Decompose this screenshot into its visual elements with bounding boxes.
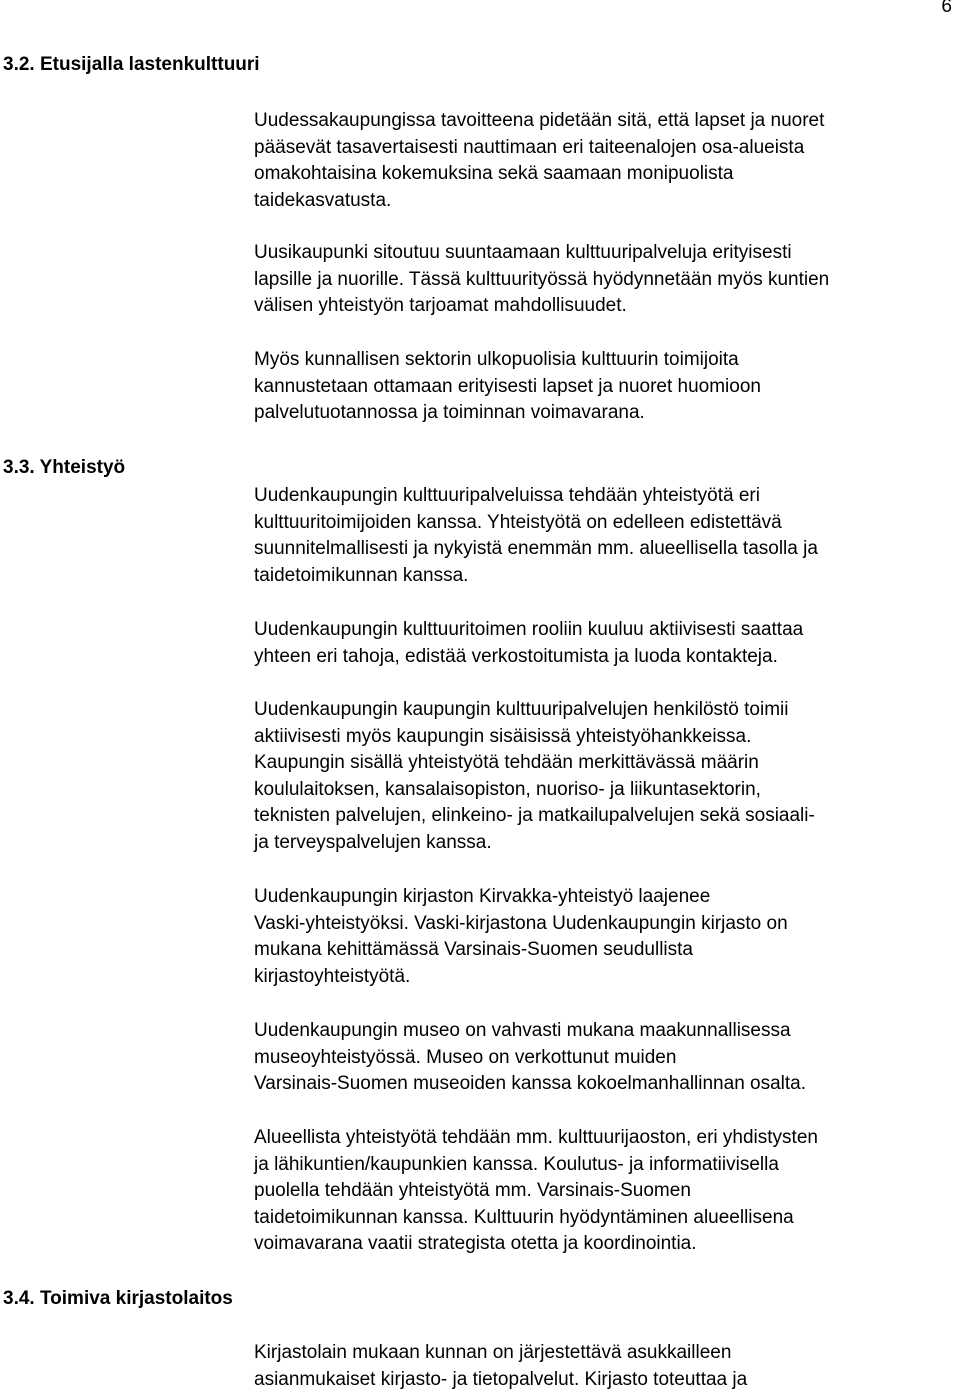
text-line: aktiivisesti myös kaupungin sisäisissä yhteistyöhankkeissa. — [254, 725, 752, 747]
paragraph — [254, 108, 960, 214]
text-line: lapsille ja nuorille. Tässä kulttuurityössä hyödynnetään myös kuntien — [254, 268, 830, 290]
paragraph — [254, 1125, 960, 1258]
text-line: voimavarana vaatii strategista otetta ja koordinointia. — [254, 1233, 697, 1255]
paragraph — [254, 240, 960, 320]
text-line: kannustetaan ottamaan erityisesti lapset ja nuoret huomioon — [254, 375, 761, 397]
text-line: välisen yhteistyön tarjoamat mahdollisuudet. — [254, 295, 627, 317]
text-line: Vaski-yhteistyöksi. Vaski-kirjastona Uudenkaupungin kirjasto on — [254, 912, 788, 934]
text-line: teknisten palvelujen, elinkeino- ja matkailupalvelujen sekä sosiaali- — [254, 805, 815, 827]
text-line: kulttuuritoimijoiden kanssa. Yhteistyötä on edelleen edistettävä — [254, 511, 782, 533]
text-line: Uudenkaupungin kulttuuritoimen rooliin kuuluu aktiivisesti saattaa — [254, 619, 804, 640]
text-line: taidetoimikunnan kanssa. — [254, 564, 469, 586]
text-line: taidekasvatusta. — [254, 189, 392, 211]
heading-3-4: 3.4. Toimiva kirjastolaitos — [3, 1288, 233, 1309]
text-line: omakohtaisina kokemuksina sekä saamaan monipuolista — [254, 163, 734, 185]
paragraph — [254, 483, 960, 589]
text-line: Alueellista yhteistyötä tehdään mm. kulttuurijaoston, eri yhdistysten — [254, 1127, 818, 1148]
text-line: Uudenkaupungin kaupungin kulttuuripalvelujen henkilöstö toimii — [254, 699, 789, 720]
text-line: kirjastoyhteistyötä. — [254, 965, 411, 987]
text-line: pääsevät tasavertaisesti nauttimaan eri taiteenalojen osa-alueista — [254, 136, 805, 158]
text-line: Myös kunnallisen sektorin ulkopuolisia kulttuurin toimijoita — [254, 349, 739, 370]
text-line: ja terveyspalvelujen kanssa. — [254, 831, 492, 853]
text-line: museoyhteistyössä. Museo on verkottunut muiden — [254, 1046, 677, 1068]
text-line: Uudenkaupungin kulttuuripalveluissa tehdään yhteistyötä eri — [254, 485, 760, 506]
heading-3-3: 3.3. Yhteistyö — [3, 457, 126, 478]
text-line: suunnitelmallisesti ja nykyistä enemmän mm. alueellisella tasolla ja — [254, 538, 818, 560]
text-line: Uudenkaupungin museo on vahvasti mukana maakunnallisessa — [254, 1020, 791, 1041]
text-line: taidetoimikunnan kanssa. Kulttuurin hyödyntäminen alueellisena — [254, 1206, 794, 1228]
page-number: 6 — [941, 0, 952, 17]
paragraph — [254, 1018, 960, 1098]
text-line: mukana kehittämässä Varsinais-Suomen seudullista — [254, 939, 693, 961]
text-line: palvelutuotannossa ja toiminnan voimavarana. — [254, 402, 645, 424]
text-line: Varsinais-Suomen museoiden kanssa kokoelmanhallinnan osalta. — [254, 1073, 807, 1095]
text-line: Kaupungin sisällä yhteistyötä tehdään merkittävässä määrin — [254, 752, 759, 774]
text-line: Uudessakaupungissa tavoitteena pidetään sitä, että lapset ja nuoret — [254, 110, 825, 131]
paragraph — [254, 1340, 960, 1393]
text-line: yhteen eri tahoja, edistää verkostoitumista ja luoda kontakteja. — [254, 645, 778, 667]
text-line: koululaitoksen, kansalaisopiston, nuoriso- ja liikuntasektorin, — [254, 778, 761, 800]
text-line: asianmukaiset kirjasto- ja tietopalvelut. Kirjasto toteuttaa ja — [254, 1368, 748, 1390]
paragraph — [254, 884, 960, 990]
text-line: Uudenkaupungin kirjaston Kirvakka-yhteistyö laajenee — [254, 886, 711, 907]
text-line: Kirjastolain mukaan kunnan on järjestettävä asukkailleen — [254, 1342, 732, 1363]
heading-3-2: 3.2. Etusijalla lastenkulttuuri — [3, 54, 260, 75]
text-line: puolella tehdään yhteistyötä mm. Varsinais-Suomen — [254, 1180, 691, 1202]
text-line: Uusikaupunki sitoutuu suuntaamaan kulttuuripalveluja erityisesti — [254, 242, 792, 263]
paragraph — [254, 617, 960, 670]
text-line: ja lähikuntien/kaupunkien kanssa. Koulutus- ja informatiivisella — [254, 1153, 779, 1175]
paragraph — [254, 347, 960, 427]
paragraph — [254, 697, 960, 857]
